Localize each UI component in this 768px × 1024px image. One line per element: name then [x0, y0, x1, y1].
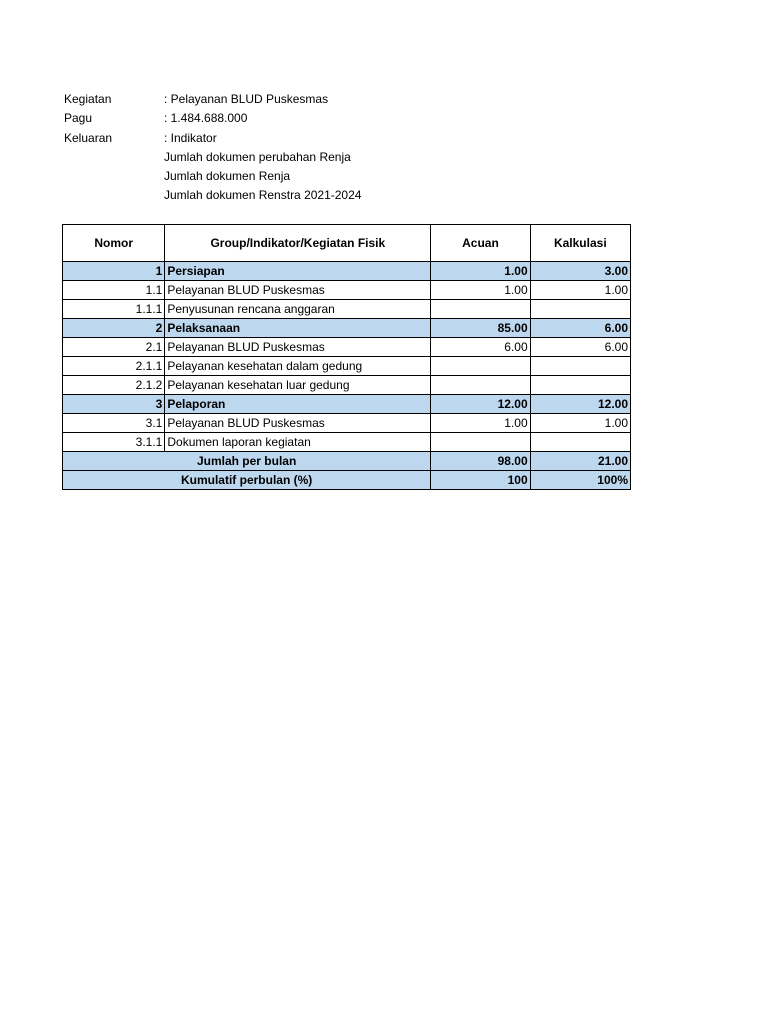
header-label — [64, 167, 164, 186]
table-header-row — [63, 225, 631, 262]
cell-name: Dokumen laporan kegiatan — [165, 433, 431, 452]
header-row-keluaran — [64, 129, 361, 148]
table-row — [63, 319, 631, 338]
header-row-indikator-3 — [64, 186, 361, 205]
cell-acuan: 1.00 — [431, 281, 530, 300]
table-row — [63, 376, 631, 395]
cell-nomor: 2 — [63, 319, 165, 338]
column-header-group: Group/Indikator/Kegiatan Fisik — [165, 225, 431, 262]
header-label: Keluaran — [64, 130, 113, 145]
header-row-pagu — [64, 109, 361, 128]
cell-name: Pelayanan kesehatan dalam gedung — [165, 357, 431, 376]
cell-name: Pelaksanaan — [165, 319, 431, 338]
cell-nomor: 2.1 — [63, 338, 165, 357]
header-value: : Pelayanan BLUD Puskesmas — [164, 92, 329, 106]
cell-name: Pelayanan BLUD Puskesmas — [165, 281, 431, 300]
table-row — [63, 433, 631, 452]
table-row — [63, 414, 631, 433]
cell-acuan — [431, 357, 530, 376]
activity-table — [62, 224, 631, 490]
table-row — [63, 300, 631, 319]
cell-kalkulasi — [530, 300, 630, 319]
cell-kalkulasi — [530, 433, 630, 452]
header-label: Kegiatan — [64, 92, 112, 106]
cell-kalkulasi: 3.00 — [530, 262, 630, 281]
total-acuan: 100 — [431, 471, 530, 490]
total-kalkulasi: 21.00 — [530, 452, 630, 471]
header-row-indikator-2 — [64, 167, 361, 186]
column-header-kalkulasi: Kalkulasi — [530, 225, 630, 262]
cell-name: Pelaporan — [165, 395, 431, 414]
cell-nomor: 1 — [63, 262, 165, 281]
cell-acuan — [431, 300, 530, 319]
header-row-indikator-1 — [64, 148, 361, 167]
total-row-kumulatif — [63, 471, 631, 490]
cell-nomor: 1.1 — [63, 281, 165, 300]
cell-name: Penyusunan rencana anggaran — [165, 300, 431, 319]
table-row — [63, 338, 631, 357]
cell-nomor: 2.1.2 — [63, 376, 165, 395]
cell-kalkulasi: 6.00 — [530, 338, 630, 357]
header-value: Jumlah dokumen Renja — [164, 169, 291, 184]
cell-nomor: 1.1.1 — [63, 300, 165, 319]
total-kalkulasi: 100% — [530, 471, 630, 490]
cell-kalkulasi: 1.00 — [530, 414, 630, 433]
total-row-jumlah — [63, 452, 631, 471]
total-label: Jumlah per bulan — [63, 452, 431, 471]
document-header — [64, 90, 361, 206]
column-header-acuan: Acuan — [431, 225, 530, 262]
table-row — [63, 357, 631, 376]
header-label — [64, 148, 164, 167]
column-header-nomor: Nomor — [63, 225, 165, 262]
cell-acuan — [431, 433, 530, 452]
table-row — [63, 395, 631, 414]
cell-name: Pelayanan kesehatan luar gedung — [165, 376, 431, 395]
total-label: Kumulatif perbulan (%) — [63, 471, 431, 490]
header-value: Jumlah dokumen perubahan Renja — [164, 149, 351, 164]
header-label: Pagu — [64, 111, 93, 126]
cell-kalkulasi — [530, 357, 630, 376]
header-row-kegiatan — [64, 90, 361, 109]
cell-acuan — [431, 376, 530, 395]
cell-kalkulasi — [530, 376, 630, 395]
cell-acuan: 6.00 — [431, 338, 530, 357]
header-label — [64, 186, 164, 205]
cell-nomor: 3.1.1 — [63, 433, 165, 452]
header-value: Jumlah dokumen Renstra 2021-2024 — [164, 188, 362, 203]
cell-acuan: 12.00 — [431, 395, 530, 414]
cell-name: Pelayanan BLUD Puskesmas — [165, 338, 431, 357]
cell-name: Persiapan — [165, 262, 431, 281]
cell-acuan: 85.00 — [431, 319, 530, 338]
table-row — [63, 281, 631, 300]
cell-kalkulasi: 1.00 — [530, 281, 630, 300]
header-value: : 1.484.688.000 — [164, 111, 248, 126]
cell-kalkulasi: 6.00 — [530, 319, 630, 338]
cell-acuan: 1.00 — [431, 414, 530, 433]
table-row — [63, 262, 631, 281]
cell-nomor: 3.1 — [63, 414, 165, 433]
cell-acuan: 1.00 — [431, 262, 530, 281]
cell-nomor: 2.1.1 — [63, 357, 165, 376]
cell-name: Pelayanan BLUD Puskesmas — [165, 414, 431, 433]
header-value: : Indikator — [164, 130, 217, 145]
total-acuan: 98.00 — [431, 452, 530, 471]
cell-kalkulasi: 12.00 — [530, 395, 630, 414]
cell-nomor: 3 — [63, 395, 165, 414]
